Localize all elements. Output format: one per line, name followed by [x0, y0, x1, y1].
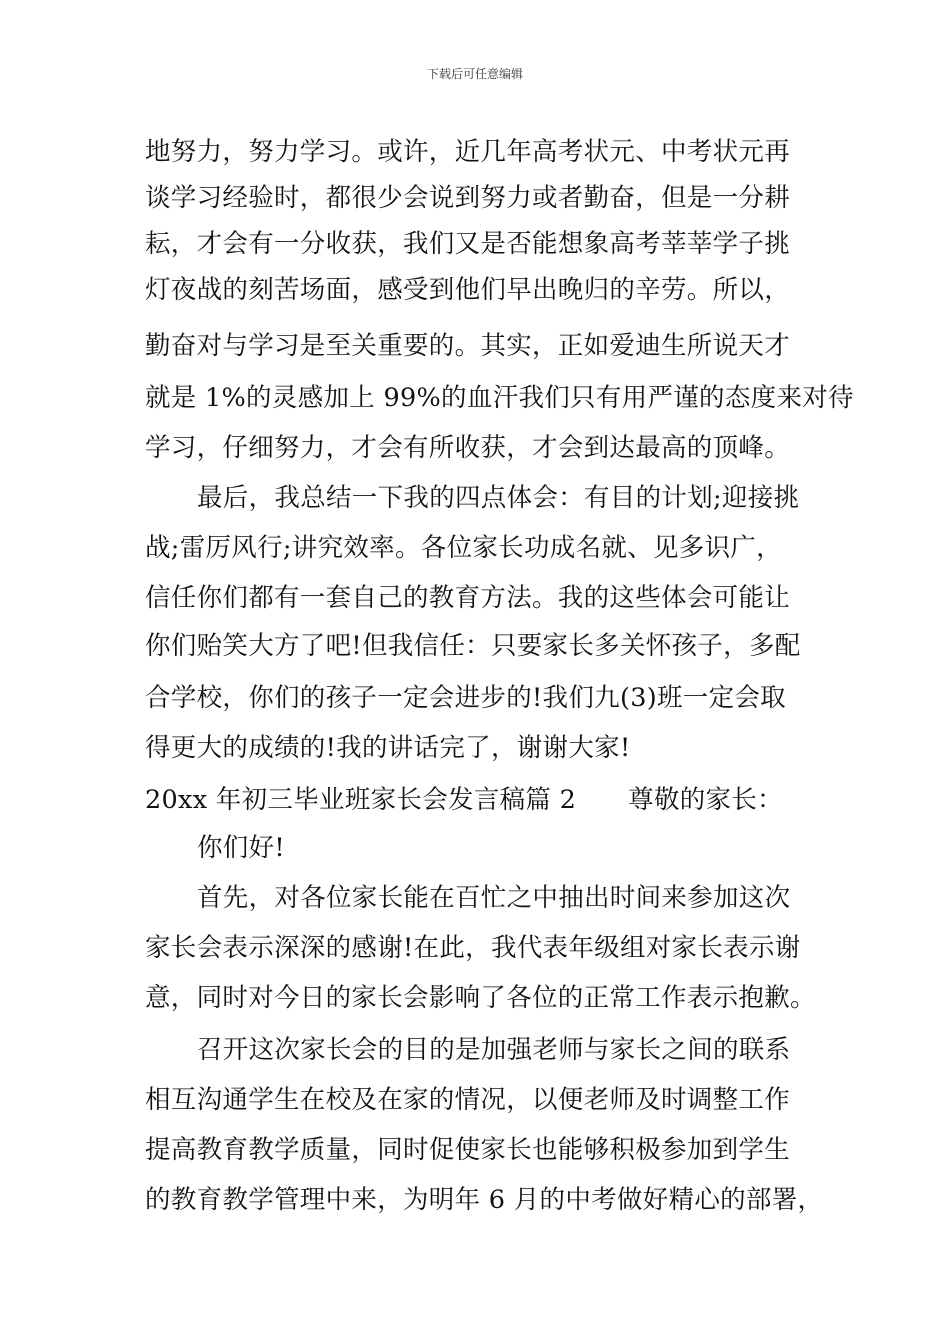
paragraph-line: 得更大的成绩的!我的讲话完了，谢谢大家!	[145, 733, 631, 763]
paragraph-line: 耘，才会有一分收获，我们又是否能想象高考莘莘学子挑	[145, 229, 791, 259]
greeting: 尊敬的家长：	[628, 785, 783, 815]
section-title-line	[145, 784, 783, 816]
paragraph-line: 战;雷厉风行;讲究效率。各位家长功成名就、见多识广，	[145, 533, 782, 563]
paragraph-line: 家长会表示深深的感谢!在此，我代表年级组对家长表示谢	[145, 933, 801, 963]
paragraph-line: 首先，对各位家长能在百忙之中抽出时间来参加这次	[197, 883, 791, 913]
paragraph-line: 学习，仔细努力，才会有所收获，才会到达最高的顶峰。	[145, 433, 791, 463]
paragraph-line: 谈学习经验时，都很少会说到努力或者勤奋，但是一分耕	[145, 183, 791, 213]
paragraph-line: 提高教育教学质量，同时促使家长也能够积极参加到学生	[145, 1135, 791, 1165]
page-header: 下载后可任意编辑	[426, 67, 523, 81]
paragraph-line: 地努力，努力学习。或许，近几年高考状元、中考状元再	[145, 137, 791, 167]
paragraph-line: 信任你们都有一套自己的教育方法。我的这些体会可能让	[145, 583, 791, 613]
section-title: 20xx 年初三毕业班家长会发言稿篇 2	[145, 785, 577, 815]
paragraph-line: 的教育教学管理中来，为明年 6 月的中考做好精心的部署，	[145, 1185, 824, 1215]
paragraph-line: 相互沟通学生在校及在家的情况，以便老师及时调整工作	[145, 1085, 791, 1115]
paragraph-line: 勤奋对与学习是至关重要的。其实，正如爱迪生所说天才	[145, 331, 791, 361]
paragraph-line: 灯夜战的刻苦场面，感受到他们早出晚归的辛劳。所以，	[145, 275, 791, 305]
paragraph-line: 意，同时对今日的家长会影响了各位的正常工作表示抱歉。	[145, 983, 816, 1013]
paragraph-line: 你们贻笑大方了吧!但我信任：只要家长多关怀孩子，多配	[145, 631, 801, 661]
paragraph-line: 就是 1%的灵感加上 99%的血汗我们只有用严谨的态度来对待	[145, 383, 854, 413]
paragraph-line: 你们好!	[197, 833, 285, 863]
paragraph-line: 合学校，你们的孩子一定会进步的!我们九(3)班一定会取	[145, 683, 786, 713]
paragraph-line: 召开这次家长会的目的是加强老师与家长之间的联系	[197, 1035, 791, 1065]
paragraph-line: 最后，我总结一下我的四点体会：有目的计划;迎接挑	[197, 483, 800, 513]
